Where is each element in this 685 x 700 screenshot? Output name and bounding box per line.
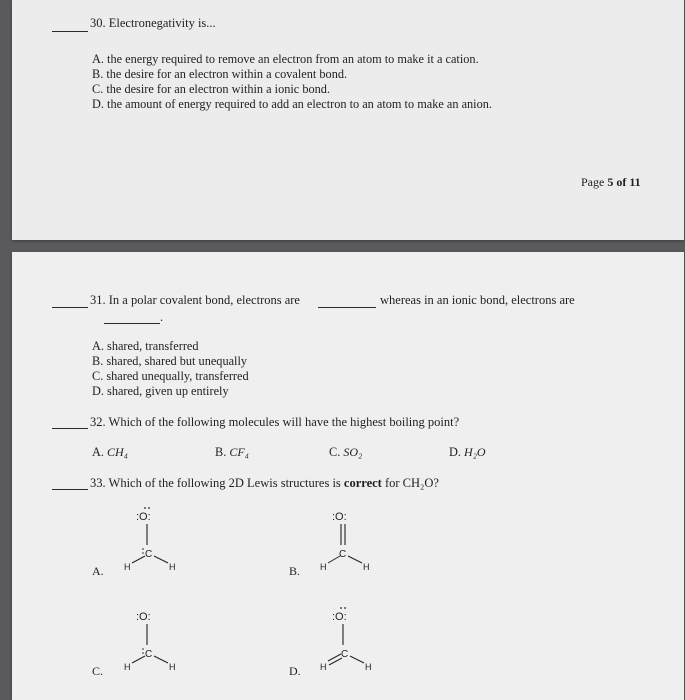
q32-question [90, 415, 459, 429]
q31-option-d: D. shared, given up entirely [92, 384, 229, 398]
q33-b-h-right: H [363, 562, 370, 572]
q32-option-b-formula: CF₄ [229, 445, 249, 459]
q30-question [90, 16, 216, 30]
q33-d-lone-pair-dot [344, 607, 346, 609]
q32-option-d-letter: D. [449, 445, 461, 459]
q33-a-oxygen: :O: [136, 511, 151, 523]
q33-c-oxygen: :O: [136, 611, 151, 623]
q32-number: 32. [90, 415, 106, 429]
q31-option-a: A. shared, transferred [92, 339, 199, 353]
q33-question [90, 476, 439, 490]
page-current: 5 [607, 175, 614, 189]
q32-option-d-formula: H₂O [464, 445, 486, 459]
q33-a-h-right: H [169, 562, 176, 572]
q32-option-c-formula: SO₂ [343, 445, 363, 459]
q33-a-carbon-dot [142, 548, 144, 550]
q33-c-carbon-dot [142, 648, 144, 650]
q33-a-carbon-dot [142, 552, 144, 554]
q33-a-lone-pair-dot [148, 507, 150, 509]
q31-stem-part2: whereas in an ionic bond, electrons are [380, 293, 575, 307]
q33-option-c-letter: C. [92, 664, 104, 678]
q32-option-a [92, 445, 128, 459]
q33-c-ch-bond-right [154, 656, 168, 663]
q33-a-ch-bond-left [132, 556, 145, 563]
q33-structure-b [308, 504, 388, 576]
q32-option-b [215, 445, 249, 459]
q30-option-d: D. the amount of energy required to add an electron to an atom to make an anion. [92, 97, 492, 111]
q31-fill-blank-2 [104, 323, 160, 324]
page-label: Page [581, 175, 605, 189]
worksheet-page-bottom [12, 252, 684, 700]
q33-structure-c [112, 604, 192, 676]
q33-d-h-left: H [320, 662, 327, 672]
q33-d-oxygen: :O: [332, 611, 347, 623]
q30-option-c: C. the desire for an electron within a ionic bond. [92, 82, 331, 96]
q33-c-carbon: C [145, 649, 153, 660]
q33-b-oxygen: :O: [332, 511, 347, 523]
q30-answer-blank [52, 31, 88, 32]
q33-number: 33. [90, 476, 106, 490]
q33-c-h-right: H [169, 662, 176, 672]
q32-option-a-letter: A. [92, 445, 104, 459]
q33-a-carbon: C [145, 549, 153, 560]
q32-option-a-formula: CH₄ [107, 445, 128, 459]
q33-stem-bold: correct [343, 476, 382, 490]
q33-d-carbon: C [341, 649, 349, 660]
q33-stem-pre: Which of the following 2D Lewis structures is [108, 476, 344, 490]
q31-number: 31. [90, 293, 106, 307]
q31-option-b: B. shared, shared but unequally [92, 354, 248, 368]
page-total: 11 [629, 175, 641, 189]
q32-option-c [329, 445, 362, 459]
q30-option-b: B. the desire for an electron within a covalent bond. [92, 67, 348, 81]
q31-answer-blank [52, 307, 88, 308]
q31-stem-end: . [160, 310, 164, 324]
q33-c-h-left: H [124, 662, 131, 672]
q33-c-ch-bond-left [132, 656, 145, 663]
q32-option-b-letter: B. [215, 445, 227, 459]
q33-a-ch-bond-right [154, 556, 168, 563]
q31-fill-blank-1 [318, 307, 376, 308]
q32-answer-blank [52, 428, 88, 429]
q30-number: 30. [90, 16, 106, 30]
q32-option-c-letter: C. [329, 445, 341, 459]
q33-b-ch-bond-right [348, 556, 362, 563]
q33-d-h-right: H [365, 662, 372, 672]
q33-stem-post: for CH₂O? [381, 476, 439, 490]
q31-option-c: C. shared unequally, transferred [92, 369, 249, 383]
q31-stem-part1 [90, 293, 300, 307]
q33-c-carbon-dot [142, 652, 144, 654]
q33-b-carbon: C [339, 549, 347, 560]
q33-d-lone-pair-dot [340, 607, 342, 609]
q30-stem: Electronegativity is... [108, 16, 216, 30]
q31-stem-text1: In a polar covalent bond, electrons are [108, 293, 300, 307]
q33-option-b-letter: B. [289, 564, 301, 578]
q32-option-d [449, 445, 486, 459]
q33-d-ch-bond-right [350, 656, 364, 663]
q33-structure-a [112, 504, 192, 576]
q33-a-lone-pair-dot [144, 507, 146, 509]
q33-a-h-left: H [124, 562, 131, 572]
q30-option-a: A. the energy required to remove an electron from an atom to make it a cation. [92, 52, 479, 66]
q33-answer-blank [52, 489, 88, 490]
q33-structure-d [308, 604, 388, 676]
q32-stem: Which of the following molecules will have the highest boiling point? [108, 415, 460, 429]
q33-b-h-left: H [320, 562, 327, 572]
q33-option-a-letter: A. [92, 564, 104, 578]
page-number [581, 175, 641, 189]
page-of: of [616, 175, 627, 189]
q33-option-d-letter: D. [289, 664, 301, 678]
worksheet-page-top [12, 0, 684, 240]
